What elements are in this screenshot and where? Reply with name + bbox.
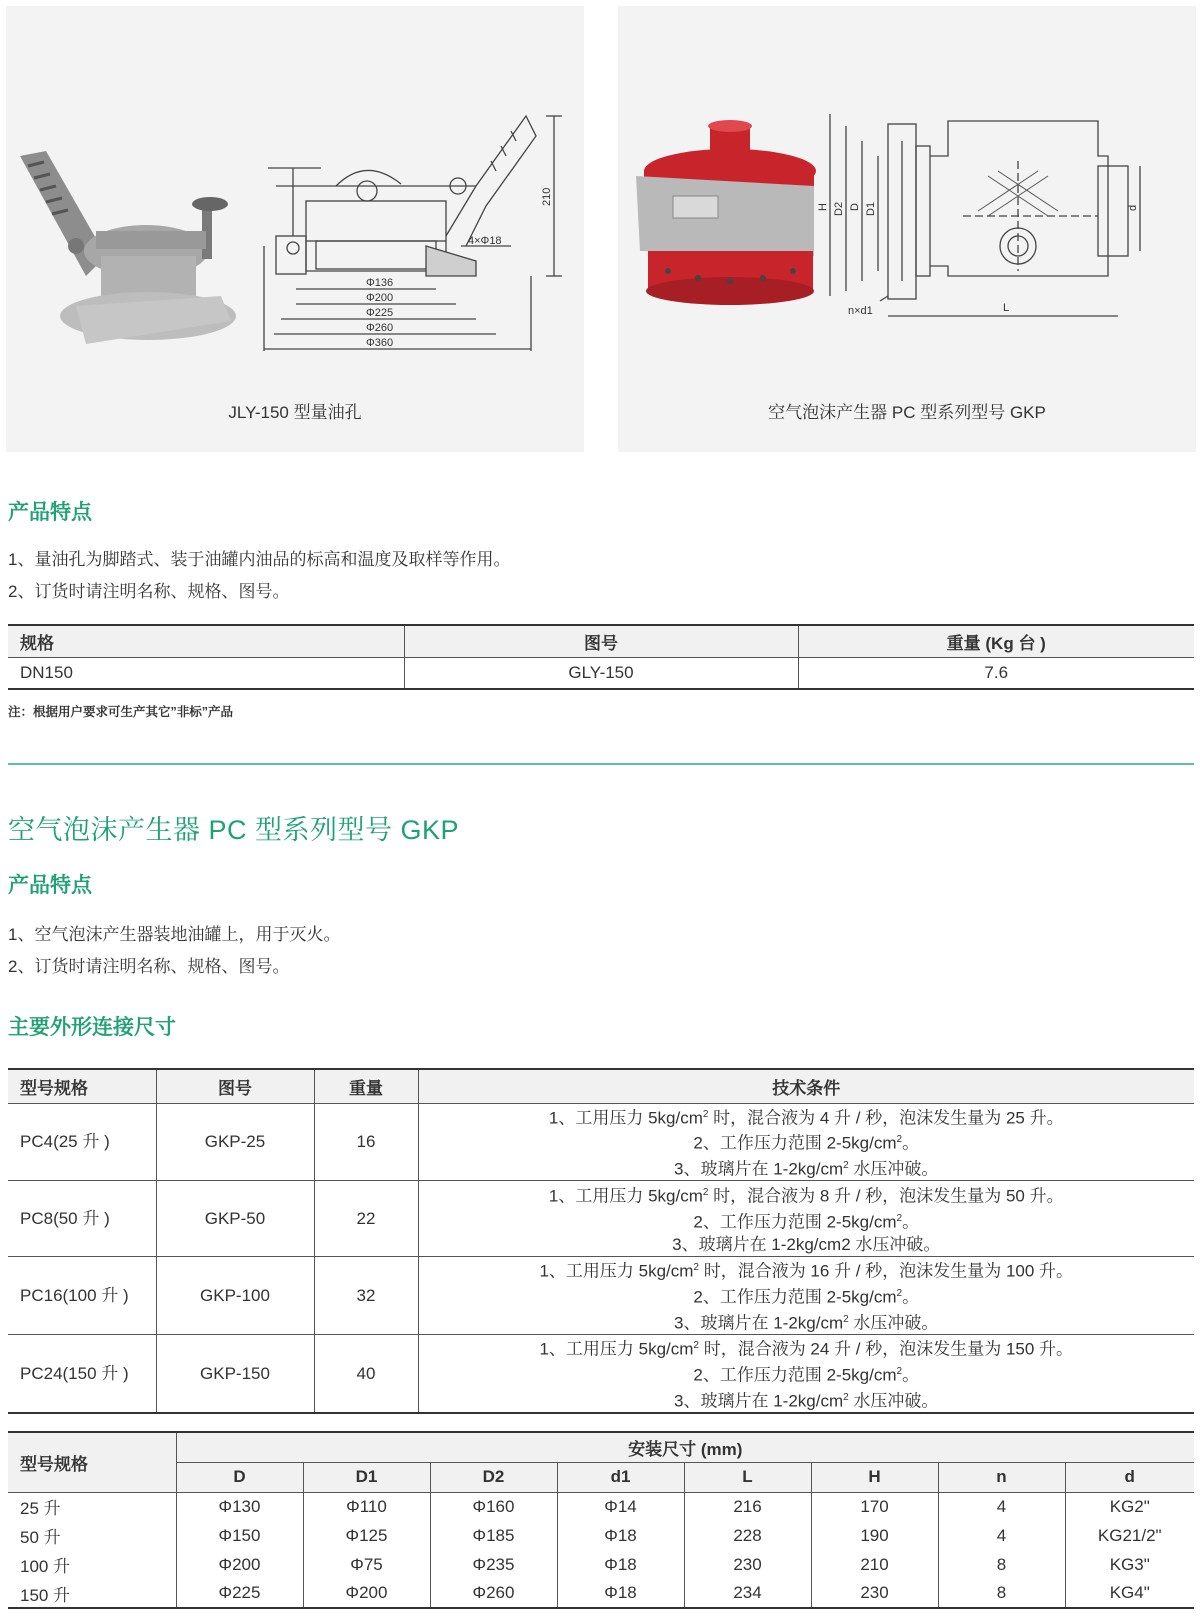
cell-n: 8 [938,1579,1065,1608]
header-d1: d1 [557,1462,684,1492]
section1-note: 注：根据用户要求可生产其它”非标”产品 [8,705,234,719]
header-d: d [1065,1462,1194,1492]
dim-label-d: d [1127,204,1139,211]
header-H: H [811,1462,938,1492]
header-install-size: 安装尺寸 (mm) [176,1432,1194,1462]
cell-model: 150 升 [8,1579,176,1608]
dim-label-D2: D2 [833,201,845,216]
dim-label-phi260: Φ260 [366,322,394,334]
gauge-hatch-photo [20,151,236,344]
cell-D1: Φ200 [303,1579,430,1608]
cell-weight: 40 [314,1335,418,1413]
dim-label-phi200: Φ200 [366,292,394,304]
table-row [8,1492,1194,1521]
table-header-row [8,1432,1194,1462]
dim-label-H: H [817,203,829,211]
cell-model: PC16(100 升 ) [8,1257,156,1335]
cell-L: 234 [684,1579,811,1608]
header-D1: D1 [303,1462,430,1492]
header-L: L [684,1462,811,1492]
cell-D: Φ130 [176,1492,303,1521]
cell-weight: 22 [314,1181,418,1257]
section2-line-1: 1、空气泡沫产生器装地油罐上，用于灭火。 [8,925,341,944]
dim-label-210: 210 [541,187,553,206]
table-row [8,657,1194,689]
table-row [8,1550,1194,1579]
cell-D2: Φ235 [430,1550,557,1579]
cell-d1: Φ18 [557,1550,684,1579]
cell-D: Φ225 [176,1579,303,1608]
cell-L: 228 [684,1521,811,1550]
figure-panel-left [6,6,584,452]
cell-model: PC8(50 升 ) [8,1181,156,1257]
cell-d: KG21/2" [1097,1525,1162,1545]
cell-D1: Φ125 [303,1521,430,1550]
cell-drawing: GKP-50 [156,1181,314,1257]
table-header-row [8,1069,1194,1103]
dim-label-phi136: Φ136 [366,277,394,289]
cell-D: Φ200 [176,1550,303,1579]
foam-generator-photo [636,120,816,305]
cell-d: KG3" [1109,1554,1150,1574]
cell-d: KG4" [1109,1583,1150,1602]
cell-D: Φ150 [176,1521,303,1550]
cell-drawing: GKP-100 [156,1257,314,1335]
dim-label-holes: 4×Φ18 [468,235,502,247]
dim-label-D1: D1 [865,201,877,216]
cell-conditions: 1、工用压力 $5kg/cm^2$ 时，混合液为 16 升 / 秒，泡沫发生量为 100 升。 2、工作压力范围 $2-5kg/cm^2$。 3、玻璃片在 $1-2kg/cm^2$ 水压冲破。 [418,1257,1194,1335]
header-conditions: 技术条件 [418,1069,1194,1103]
cell-conditions: 1、工用压力 $5kg/cm^2$ 时，混合液为 4 升 / 秒，泡沫发生量为 25 升。 2、工作压力范围 $2-5kg/cm^2$。 3、玻璃片在 $1-2kg/cm^2$ 水压冲破。 [418,1103,1194,1181]
section2-title: 空气泡沫产生器 PC 型系列型号 GKP [8,815,460,845]
header-weight: 重量 (Kg 台 ) [798,625,1194,657]
figure-caption-left: JLY-150 型量油孔 [228,403,362,422]
table-row [8,1335,1194,1413]
cell-drawing: GLY-150 [404,657,798,689]
table-header-row [8,625,1194,657]
cell-d1: Φ14 [557,1492,684,1521]
gauge-hatch-schematic [264,116,562,351]
cell-H: 210 [811,1550,938,1579]
header-weight: 重量 [314,1069,418,1103]
gauge-hatch-drawing [6,6,584,452]
cell-D1: Φ110 [303,1492,430,1521]
cell-D1: Φ75 [303,1550,430,1579]
foam-generator-table [8,1068,1194,1414]
cell-model: 100 升 [8,1550,176,1579]
cell-d1: Φ18 [557,1579,684,1608]
cell-weight: 32 [314,1257,418,1335]
cell-D2: Φ160 [430,1492,557,1521]
cell-n: 8 [938,1550,1065,1579]
cell-model: PC4(25 升 ) [8,1103,156,1181]
cell-model: PC24(150 升 ) [8,1335,156,1413]
section1-line-2: 2、订货时请注明名称、规格、图号。 [8,582,290,601]
header-drawing: 图号 [156,1069,314,1103]
cell-model: 25 升 [8,1492,176,1521]
gauge-spec-table [8,624,1194,690]
foam-generator-drawing [618,6,1196,452]
cell-H: 190 [811,1521,938,1550]
cell-d: KG2" [1065,1492,1194,1521]
cell-spec: DN150 [8,657,404,689]
dim-label-D: D [849,203,861,211]
header-drawing: 图号 [404,625,798,657]
header-D: D [176,1462,303,1492]
cell-H: 170 [811,1492,938,1521]
cell-model: 50 升 [8,1521,176,1550]
section-divider [8,763,1194,765]
cell-D2: Φ260 [430,1579,557,1608]
table-subheader-row [8,1462,1194,1492]
dim-label-phi360: Φ360 [366,337,394,349]
table-row [8,1521,1194,1550]
table-row [8,1103,1194,1181]
cell-d1: Φ18 [557,1521,684,1550]
cell-n: 4 [938,1521,1065,1550]
header-D2: D2 [430,1462,557,1492]
cell-L: 230 [684,1550,811,1579]
section2-heading: 产品特点 [8,874,92,897]
dim-label-L: L [1003,302,1010,314]
cell-H: 230 [811,1579,938,1608]
cell-L: 216 [684,1492,811,1521]
table-row [8,1257,1194,1335]
dims-heading: 主要外形连接尺寸 [8,1016,176,1039]
figure-panel-right [618,6,1196,452]
header-n: n [938,1462,1065,1492]
cell-D2: Φ185 [430,1521,557,1550]
cell-drawing: GKP-25 [156,1103,314,1181]
cell-conditions: 1、工用压力 $5kg/cm^2$ 时，混合液为 24 升 / 秒，泡沫发生量为 150 升。 2、工作压力范围 $2-5kg/cm^2$。 3、玻璃片在 $1-2kg/cm^2$ 水压冲破。 [418,1335,1194,1413]
table-row [8,1579,1194,1608]
cell-conditions: 1、工用压力 $5kg/cm^2$ 时，混合液为 8 升 / 秒，泡沫发生量为 50 升。 2、工作压力范围 $2-5kg/cm^2$。 3、玻璃片在 1-2kg/cm2 水压冲破。 [418,1181,1194,1257]
cell-weight: 7.6 [984,662,1009,682]
install-dimensions-table [8,1431,1194,1609]
section1-line-1: 1、量油孔为脚踏式、装于油罐内油品的标高和温度及取样等作用。 [8,550,511,569]
figure-caption-right: 空气泡沫产生器 PC 型系列型号 GKP [768,403,1046,422]
section2-line-2: 2、订货时请注明名称、规格、图号。 [8,957,290,976]
header-model: 型号规格 [8,1069,156,1103]
cell-n: 4 [938,1492,1065,1521]
dim-label-nd1: n×d1 [848,305,873,317]
header-spec: 规格 [8,625,404,657]
header-model: 型号规格 [8,1432,176,1492]
cell-drawing: GKP-150 [156,1335,314,1413]
section1-heading: 产品特点 [8,501,92,524]
dim-label-phi225: Φ225 [366,307,394,319]
cell-weight: 16 [314,1103,418,1181]
table-row [8,1181,1194,1257]
